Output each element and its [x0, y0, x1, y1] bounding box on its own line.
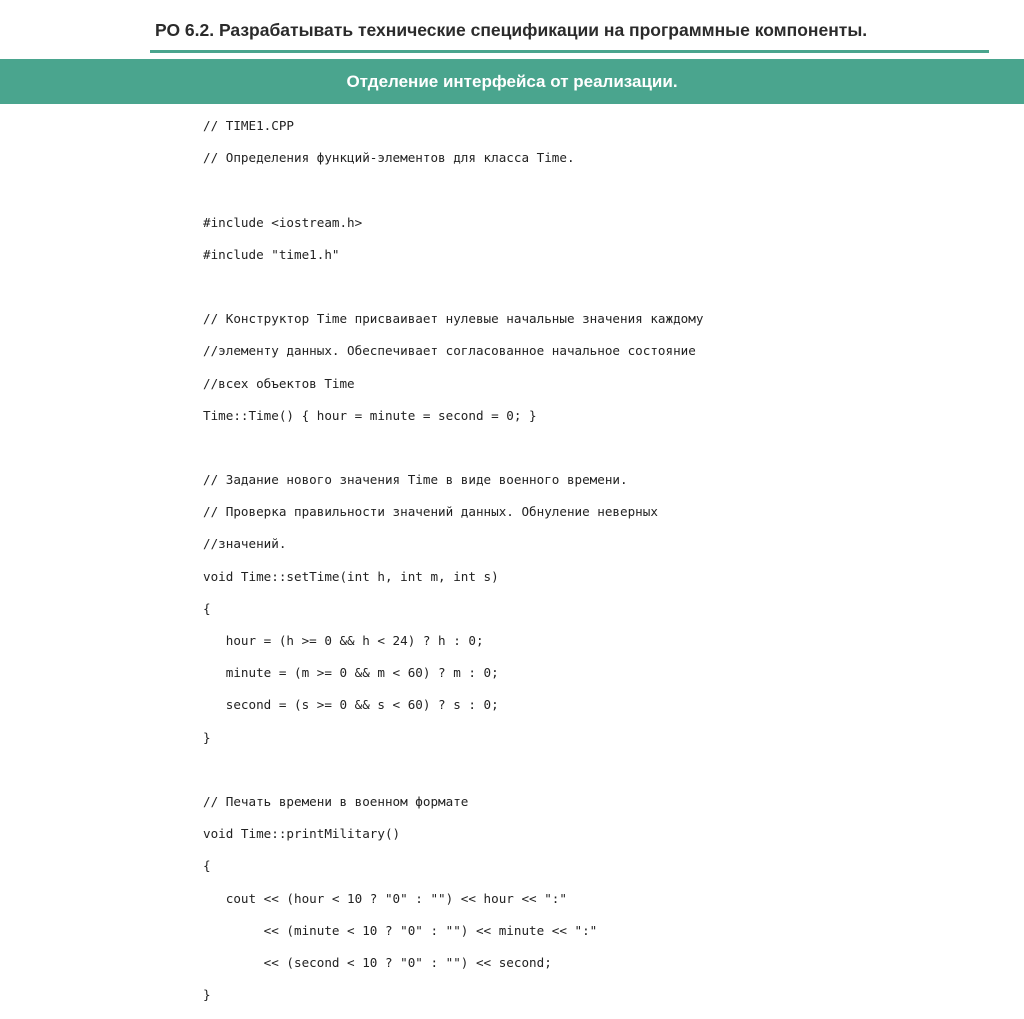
code-line: hour = (h >= 0 && h < 24) ? h : 0;	[203, 633, 484, 648]
code-line: minute = (m >= 0 && m < 60) ? m : 0;	[203, 665, 499, 681]
code-line: Time::Time() { hour = minute = second = 0; }	[203, 407, 537, 423]
slide-title: РО 6.2. Разрабатывать технические спецификации на программные компоненты.	[155, 20, 868, 40]
code-line: // TIME1.CPP	[203, 118, 294, 133]
code-line: }	[203, 729, 211, 745]
code-line: // Конструктор Time присваивает нулевые начальные значения каждому	[203, 311, 704, 327]
code-line: {	[203, 858, 211, 874]
code-line: }	[203, 987, 211, 1003]
code-line: // Задание нового значения Time в виде военного времени.	[203, 472, 628, 488]
code-line: second = (s >= 0 && s < 60) ? s : 0;	[203, 697, 499, 713]
code-line	[203, 440, 703, 456]
code-listing	[203, 118, 703, 1019]
code-line: // Проверка правильности значений данных. Обнуление неверных	[203, 504, 658, 520]
code-line	[203, 279, 703, 295]
section-subtitle: Отделение интерфейса от реализации.	[346, 72, 678, 91]
code-line: //элементу данных. Обеспечивает согласованное начальное состояние	[203, 343, 696, 359]
code-line: << (minute < 10 ? "0" : "") << minute << ":"	[203, 922, 598, 938]
section-banner	[0, 59, 1024, 104]
code-line: // Определения функций-элементов для класса Time.	[203, 150, 575, 166]
code-line: // Печать времени в военном формате	[203, 793, 469, 809]
code-line	[203, 762, 703, 778]
code-line: #include <iostream.h>	[203, 214, 363, 230]
code-line: cout << (hour < 10 ? "0" : "") << hour << ":"	[203, 890, 567, 906]
code-line: << (second < 10 ? "0" : "") << second;	[203, 954, 552, 970]
code-line: //всех объектов Time	[203, 375, 355, 391]
code-line	[203, 182, 703, 198]
code-line: {	[203, 600, 211, 616]
code-line: //значений.	[203, 536, 287, 552]
code-line: void Time::setTime(int h, int m, int s)	[203, 568, 499, 584]
code-line: #include "time1.h"	[203, 246, 340, 262]
code-line: void Time::printMilitary()	[203, 826, 401, 842]
title-underline	[150, 50, 989, 53]
